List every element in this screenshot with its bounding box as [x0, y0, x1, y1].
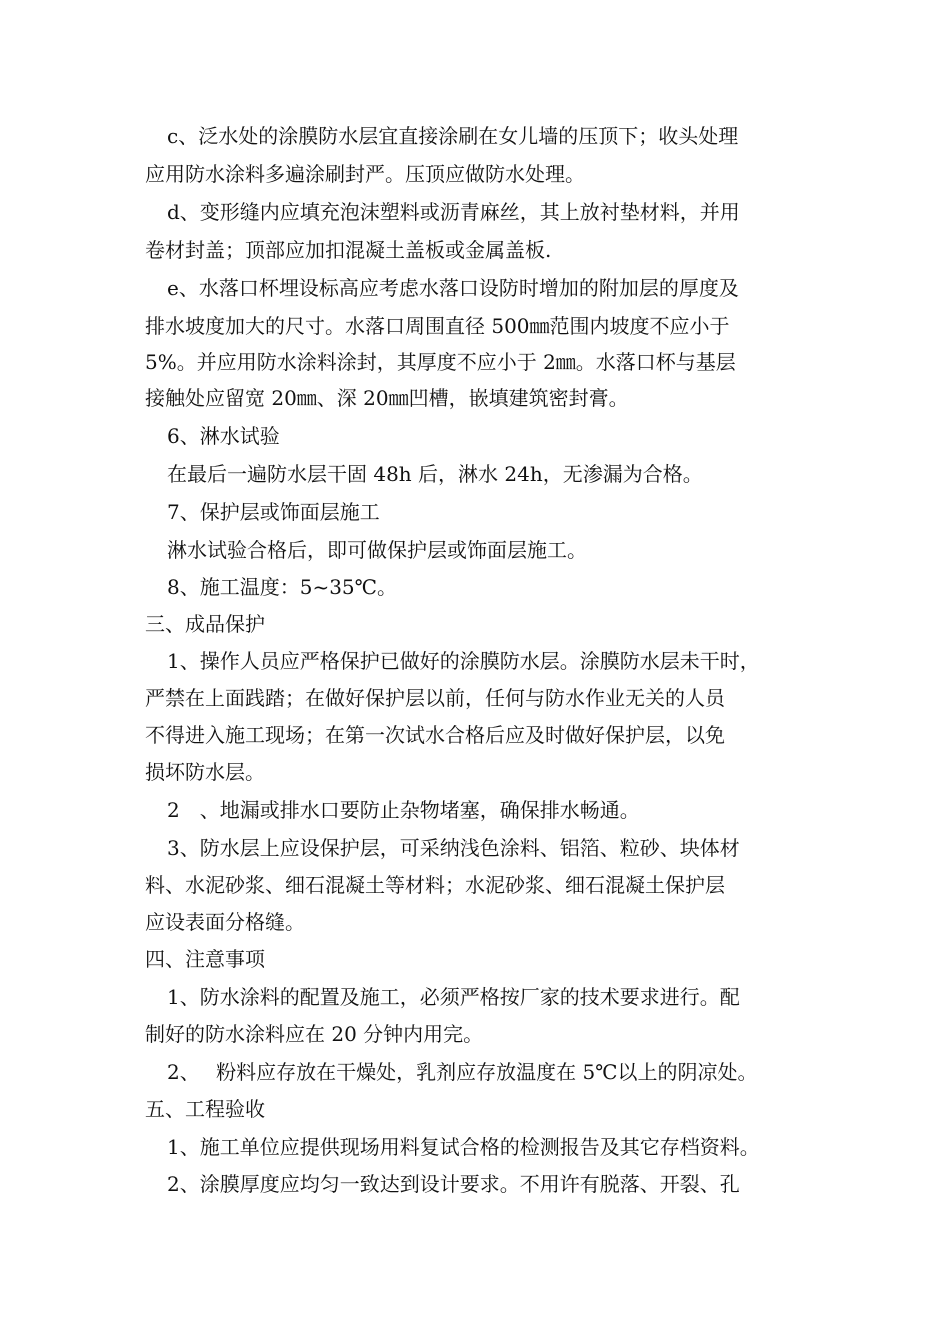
text-line: 1、操作人员应严格保护已做好的涂膜防水层。涂膜防水层未干时，	[167, 649, 760, 673]
text-line: 严禁在上面践踏；在做好保护层以前，任何与防水作业无关的人员	[145, 686, 725, 710]
text-line: 不得进入施工现场；在第一次试水合格后应及时做好保护层，以免	[145, 723, 725, 747]
text-line: 在最后一遍防水层干固 48h 后，淋水 24h，无渗漏为合格。	[167, 462, 703, 486]
text-line: 8、施工温度：5~35℃。	[167, 575, 398, 599]
section-heading: 五、工程验收	[145, 1097, 265, 1121]
text-line: 3、防水层上应设保护层，可采纳浅色涂料、铝箔、粒砂、块体材	[167, 836, 740, 860]
text-line: d、变形缝内应填充泡沫塑料或沥青麻丝，其上放衬垫材料，并用	[167, 200, 740, 224]
text-line: 2、 粉料应存放在干燥处，乳剂应存放温度在 5℃以上的阴凉处。	[167, 1060, 758, 1084]
text-line: 应用防水涂料多遍涂刷封严。压顶应做防水处理。	[145, 162, 585, 186]
text-line: 接触处应留宽 20㎜、深 20㎜凹槽，嵌填建筑密封膏。	[145, 386, 629, 410]
text-line: 排水坡度加大的尺寸。水落口周围直径 500㎜范围内坡度不应小于	[145, 314, 730, 338]
text-line: 卷材封盖；顶部应加扣混凝土盖板或金属盖板.	[145, 238, 552, 262]
section-heading: 7、保护层或饰面层施工	[167, 500, 380, 524]
text-line: 1、施工单位应提供现场用料复试合格的检测报告及其它存档资料。	[167, 1135, 760, 1159]
text-line: c、泛水处的涂膜防水层宜直接涂刷在女儿墙的压顶下；收头处理	[167, 124, 739, 148]
section-heading: 6、淋水试验	[167, 424, 280, 448]
text-line: 2、涂膜厚度应均匀一致达到设计要求。不用许有脱落、开裂、孔	[167, 1172, 740, 1196]
text-line: 制好的防水涂料应在 20 分钟内用完。	[145, 1022, 484, 1046]
text-line: 淋水试验合格后，即可做保护层或饰面层施工。	[167, 538, 587, 562]
section-heading: 三、成品保护	[145, 612, 265, 636]
section-heading: 四、注意事项	[145, 947, 265, 971]
text-line: 2 、地漏或排水口要防止杂物堵塞，确保排水畅通。	[167, 798, 640, 822]
text-line: 5%。并应用防水涂料涂封，其厚度不应小于 2㎜。水落口杯与基层	[145, 350, 736, 374]
text-line: 料、水泥砂浆、细石混凝土等材料；水泥砂浆、细石混凝土保护层	[145, 873, 725, 897]
text-line: 1、防水涂料的配置及施工，必须严格按厂家的技术要求进行。配	[167, 985, 740, 1009]
text-line: 损坏防水层。	[145, 760, 265, 784]
text-line: 应设表面分格缝。	[145, 910, 305, 934]
text-line: e、水落口杯埋设标高应考虑水落口设防时增加的附加层的厚度及	[167, 276, 739, 300]
